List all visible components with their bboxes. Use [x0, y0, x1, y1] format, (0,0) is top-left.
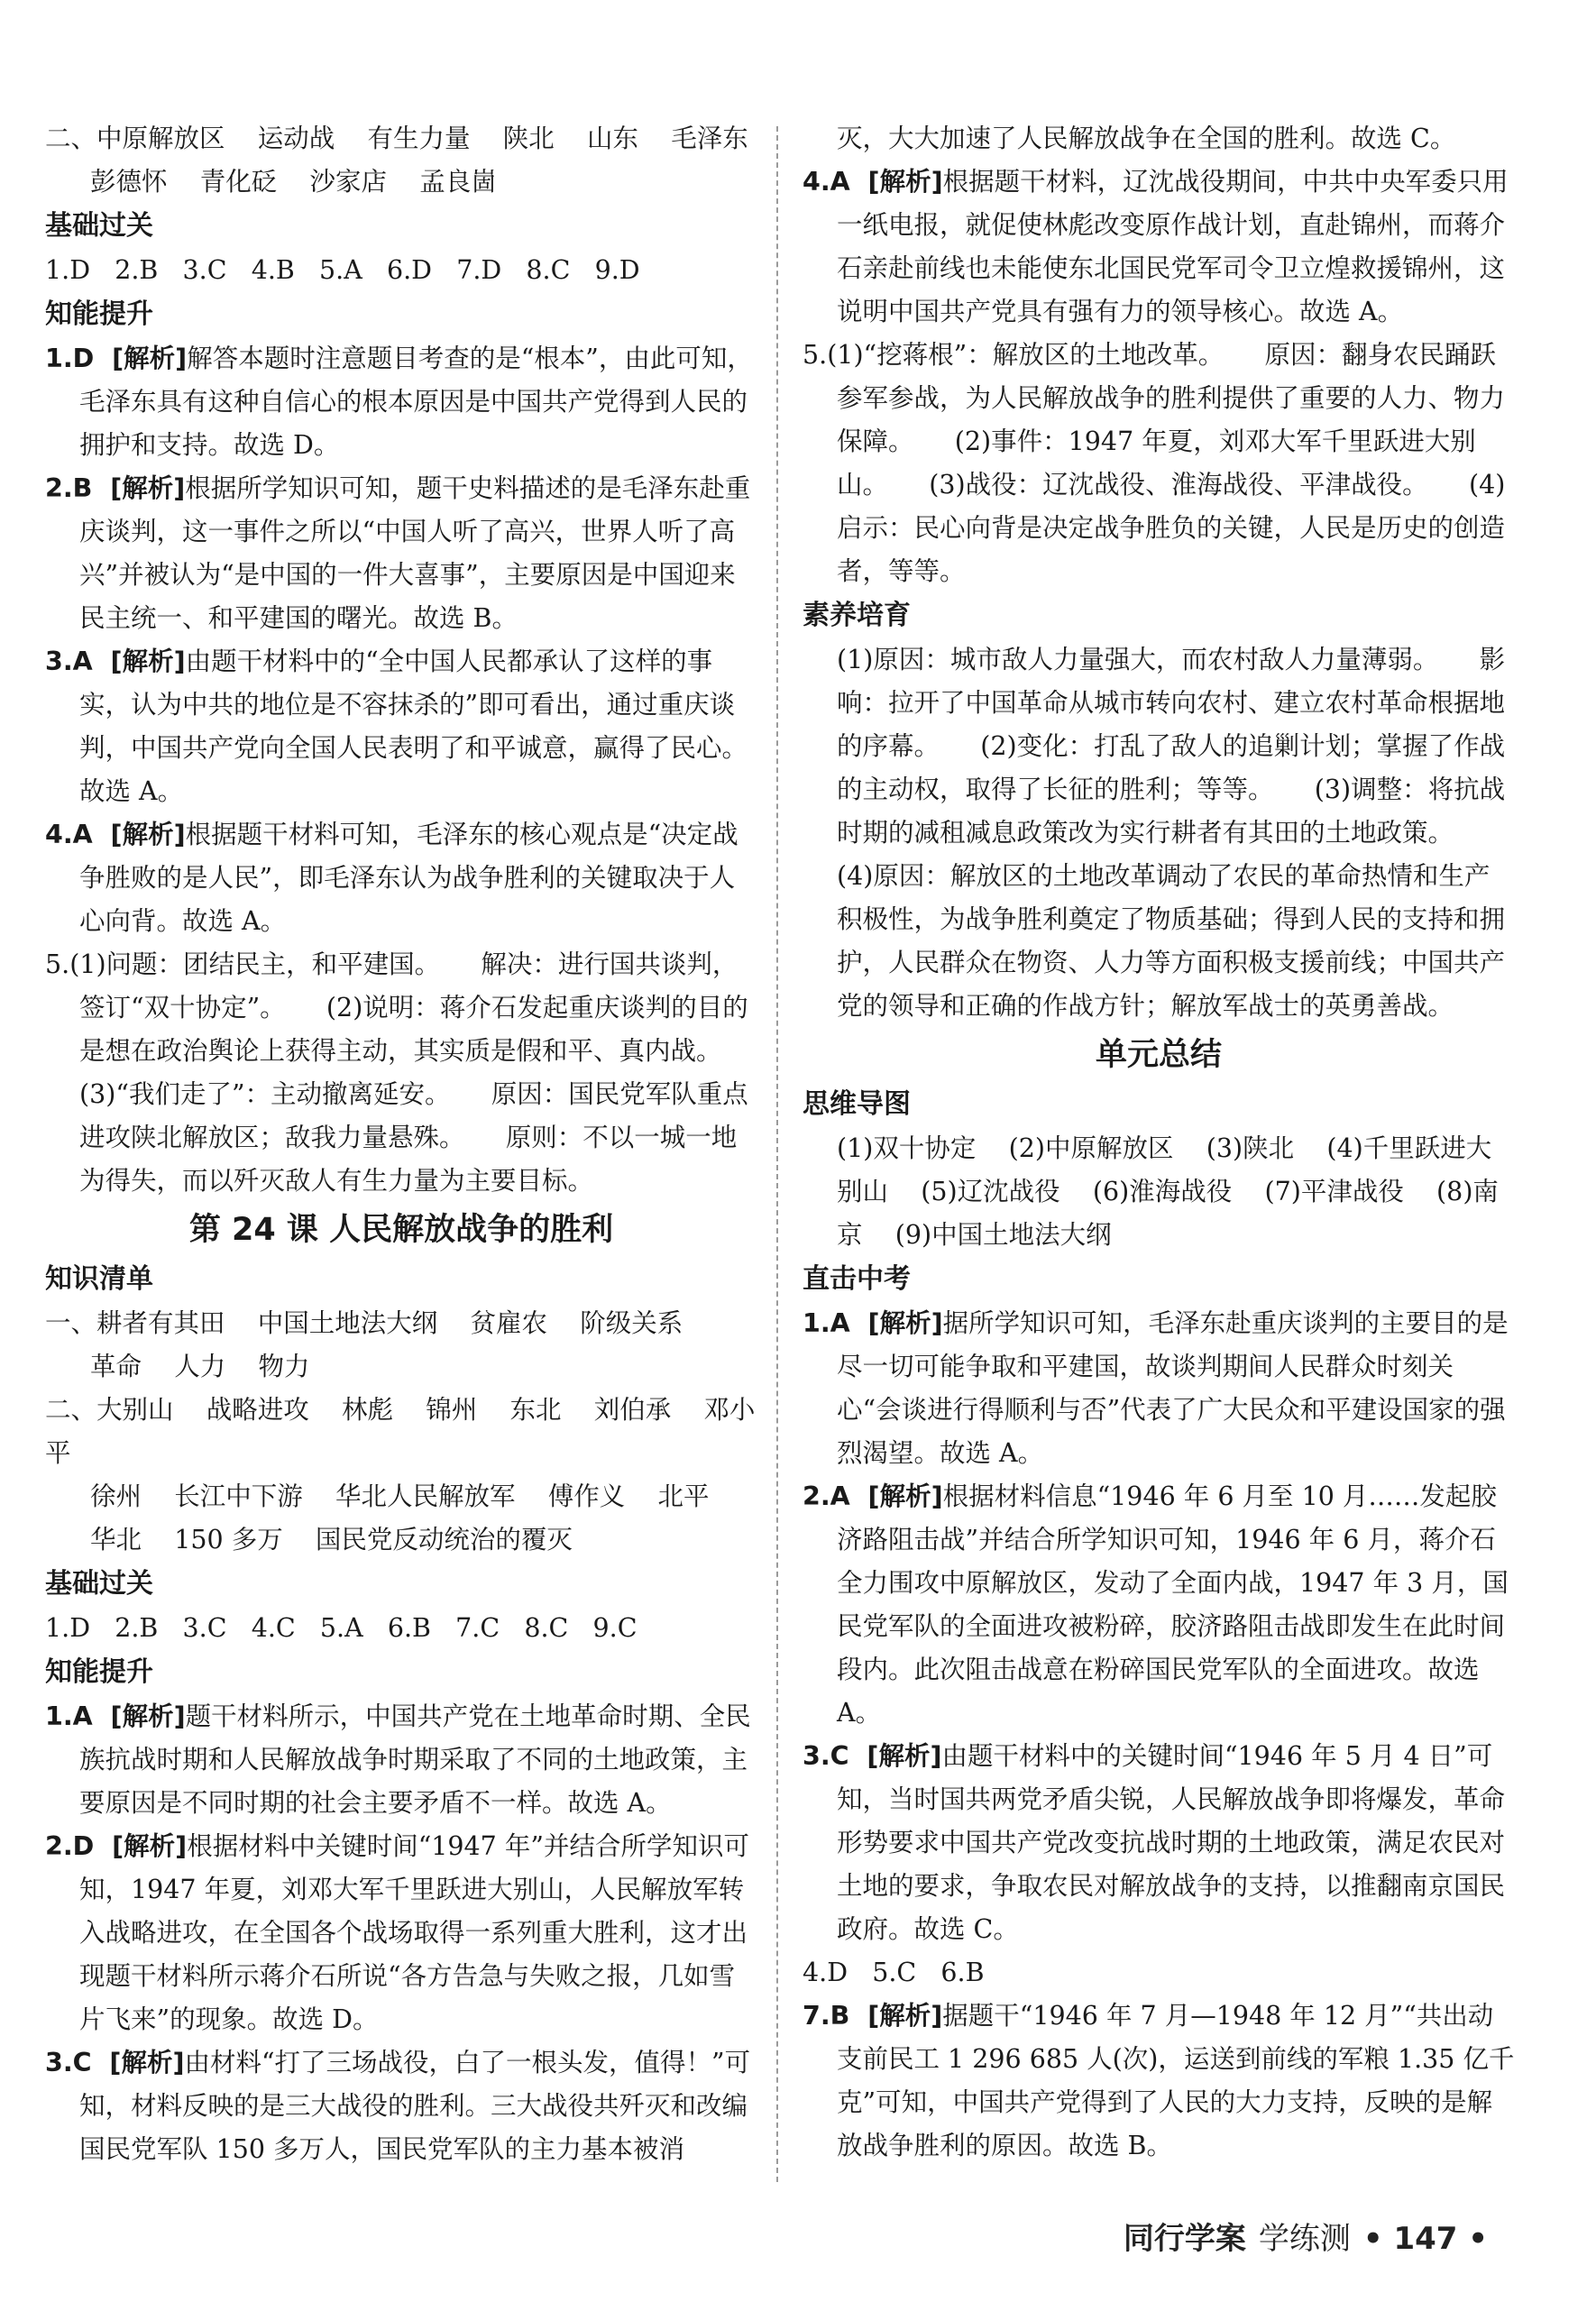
answer-text: 由材料“打了三场战役，白了一根头发，值得！”可知，材料反映的是三大战役的胜利。三大战役共歼灭和改编国民党军队 150 多万人，国民党军队的主力基本被消 — [79, 2048, 751, 2164]
section-heading: 基础过关 — [45, 210, 153, 242]
answer-item: (1)原因：城市敌人力量强大，而农村敌人力量薄弱。 影响：拉开了中国革命从城市转向农村、建立农村革命根据地的序幕。 (2)变化：打乱了敌人的追剿计划；掌握了作战的主动权，取得了长征的胜利；等等。 (3)调整：将抗战时期的减租减息政策改为实行耕者有其田的土地政策。 — [837, 645, 1506, 848]
section-heading: 知识清单 — [45, 1263, 153, 1295]
answer-line: 彭德怀 青化砭 沙家店 孟良崮 — [90, 167, 497, 197]
answer-item — [45, 640, 757, 813]
answer-item — [803, 1302, 1515, 1475]
answer-text: 根据题干材料，辽沈战役期间，中共中央军委只用一纸电报，就促使林彪改变原作战计划，直赴锦州，而蒋介石亲赴前线也未能使东北国民党军司令卫立煌救援锦州，这说明中国共产党具有强有力的领导核心。故选 A。 — [837, 167, 1509, 326]
answer-item — [45, 467, 757, 640]
answer-tag: 2.D [解析] — [45, 1831, 188, 1861]
answer-tag: 3.C [解析] — [803, 1741, 942, 1771]
page-footer — [1124, 2214, 1488, 2258]
answer-line: 一、耕者有其田 中国土地法大纲 贫雇农 阶级关系 — [45, 1308, 683, 1338]
answer-item: (1)双十协定 (2)中原解放区 (3)陕北 (4)千里跃进大别山 (5)辽沈战役 (6)淮海战役 (7)平津战役 (8)南京 (9)中国土地法大纲 — [837, 1133, 1499, 1250]
answer-tag: 4.A [解析] — [803, 167, 943, 197]
answer-line: 华北 150 多万 国民党反动统治的覆灭 — [90, 1525, 573, 1554]
answer-line: 徐州 长江中下游 华北人民解放军 傅作义 北平 — [90, 1481, 710, 1511]
section-heading: 素养培育 — [803, 600, 911, 631]
brand-subtitle: 学练测 — [1258, 2221, 1351, 2257]
answer-text: 根据材料中关键时间“1947 年”并结合所学知识可知，1947 年夏，刘邓大军千里跃进大别山，人民解放军转入战略进攻，在全国各个战场取得一系列重大胜利，这才出现题干材料所示蒋介石所说“各方告急与失败之报，几如雪片飞来”的现象。故选 D。 — [79, 1831, 749, 2034]
answer-tag: 3.C [解析] — [45, 2048, 185, 2077]
answer-item — [45, 813, 757, 943]
answer-line: 1.D 2.B 3.C 4.B 5.A 6.D 7.D 8.C 9.D — [45, 255, 640, 285]
section-heading: 知能提升 — [45, 298, 153, 330]
answer-text: 据所学知识可知，毛泽东赴重庆谈判的主要目的是尽一切可能争取和平建国，故谈判期间人民群众时刻关心“会谈进行得顺利与否”代表了广大民众和平建设国家的强烈渴望。故选 A。 — [837, 1308, 1509, 1468]
answer-text: 由题干材料中的“全中国人民都承认了这样的事实，认为中共的地位是不容抹杀的”即可看出，通过重庆谈判，中国共产党向全国人民表明了和平诚意，赢得了民心。故选 A。 — [79, 647, 748, 806]
answer-line: 革命 人力 物力 — [90, 1352, 310, 1381]
answer-line: 二、大别山 战略进攻 林彪 锦州 东北 刘伯承 邓小平 — [45, 1395, 756, 1468]
answer-line: 1.D 2.B 3.C 4.C 5.A 6.B 7.C 8.C 9.C — [45, 1613, 637, 1643]
answer-line: 灭，大大加速了人民解放战争在全国的胜利。故选 C。 — [837, 124, 1456, 153]
section-heading: 思维导图 — [803, 1088, 911, 1120]
unit-summary-title: 单元总结 — [1095, 1037, 1222, 1073]
answer-item — [45, 1825, 757, 2041]
answer-text: 根据题干材料可知，毛泽东的核心观点是“决定战争胜败的是人民”，即毛泽东认为战争胜利的关键取决于人心向背。故选 A。 — [79, 820, 738, 936]
right-column — [803, 117, 1515, 2168]
answer-tag: 1.A [解析] — [45, 1701, 186, 1731]
section-heading: 直击中考 — [803, 1263, 911, 1295]
answer-tag: 2.A [解析] — [803, 1481, 943, 1511]
answer-item: (4)原因：解放区的土地改革调动了农民的革命热情和生产积极性，为战争胜利奠定了物质基础；得到人民的支持和拥护，人民群众在物资、人力等方面积极支援前线；中国共产党的领导和正确的作战方针；解放军战士的英勇善战。 — [837, 861, 1506, 1021]
answer-tag: 4.A [解析] — [45, 820, 186, 849]
answer-text: 解答本题时注意题目考查的是“根本”，由此可知，毛泽东具有这种自信心的根本原因是中国共产党得到人民的拥护和支持。故选 D。 — [79, 344, 753, 460]
page-number: • 147 • — [1362, 2221, 1488, 2257]
answer-text: 题干材料所示，中国共产党在土地革命时期、全民族抗战时期和人民解放战争时期采取了不同的土地政策，主要原因是不同时期的社会主要矛盾不一样。故选 A。 — [79, 1701, 751, 1818]
answer-item: 5.(1)“挖蒋根”：解放区的土地改革。 原因：翻身农民踊跃参军参战，为人民解放战争的胜利提供了重要的人力、物力保障。 (2)事件：1947 年夏，刘邓大军千里跃进大别山。 (3)战役：辽沈战役、淮海战役、平津战役。 (4)启示：民心向背是决定战争胜负的关键，人民是历史的创造者，等等。 — [803, 340, 1506, 586]
answer-tag: 2.B [解析] — [45, 473, 186, 503]
answer-text: 据题干“1946 年 7 月—1948 年 12 月”“共出动支前民工 1 296 685 人(次)，运送到前线的军粮 1.35 亿千克”可知，中国共产党得到了人民的大力支持，反映的是解放战争胜利的原因。故选 B。 — [837, 2001, 1515, 2160]
section-heading: 知能提升 — [45, 1656, 153, 1688]
answer-item — [45, 1695, 757, 1825]
left-column — [45, 117, 757, 2171]
answer-tag: 1.A [解析] — [803, 1308, 943, 1338]
section-heading: 基础过关 — [45, 1568, 153, 1600]
answer-item: (3)“我们走了”：主动撤离延安。 原因：国民党军队重点进攻陕北解放区；敌我力量悬殊。 原则：不以一城一地为得失，而以歼灭敌人有生力量为主要目标。 — [79, 1079, 748, 1196]
answer-line: 二、中原解放区 运动战 有生力量 陕北 山东 毛泽东 — [45, 124, 748, 153]
answer-text: 根据所学知识可知，题干史料描述的是毛泽东赴重庆谈判，这一事件之所以“中国人听了高兴，世界人听了高兴”并被认为“是中国的一件大喜事”，主要原因是中国迎来民主统一、和平建国的曙光。故选 B。 — [79, 473, 751, 633]
answer-item — [803, 160, 1515, 334]
lesson-title: 第 24 课 人民解放战争的胜利 — [188, 1212, 614, 1248]
answer-item — [803, 1735, 1515, 1951]
column-divider — [776, 126, 778, 2182]
answer-item — [45, 2041, 757, 2171]
answer-tag: 1.D [解析] — [45, 344, 188, 373]
answer-item — [45, 337, 757, 467]
answer-text: 根据材料信息“1946 年 6 月至 10 月……发起胶济路阻击战”并结合所学知识可知，1946 年 6 月，蒋介石全力围攻中原解放区，发动了全面内战，1947 年 3 月，国民党军队的全面进攻被粉碎，胶济路阻击战即发生在此时间段内。此次阻击战意在粉碎国民党军队的全面进攻。故选 A。 — [837, 1481, 1509, 1728]
answer-item — [803, 1995, 1515, 2168]
answer-tag: 3.A [解析] — [45, 647, 186, 676]
answer-text: 由题干材料中的关键时间“1946 年 5 月 4 日”可知，当时国共两党矛盾尖锐，人民解放战争即将爆发，革命形势要求中国共产党改变抗战时期的土地政策，满足农民对土地的要求，争取农民对解放战争的支持，以推翻南京国民政府。故选 C。 — [837, 1741, 1506, 1944]
answer-item — [803, 1475, 1515, 1735]
brand-name: 同行学案 — [1123, 2221, 1246, 2257]
answer-tag: 7.B [解析] — [803, 2001, 943, 2031]
answer-line: 4.D 5.C 6.B — [803, 1958, 985, 1987]
answer-item: 5.(1)问题：团结民主，和平建国。 解决：进行国共谈判，签订“双十协定”。 (2)说明：蒋介石发起重庆谈判的目的是想在政治舆论上获得主动，其实质是假和平、真内战。 — [45, 949, 748, 1066]
